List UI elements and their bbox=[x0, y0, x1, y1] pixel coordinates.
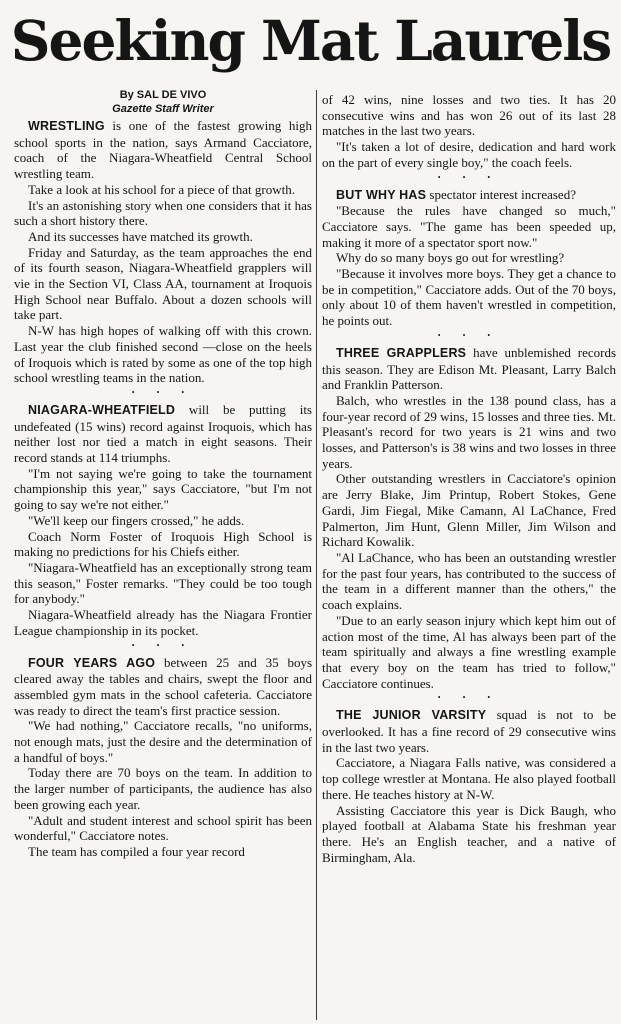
article-paragraph bbox=[322, 250, 616, 266]
section-break-stars: • • • bbox=[437, 330, 501, 340]
article-paragraph bbox=[322, 707, 616, 755]
paragraph-text: Coach Norm Foster of Iroquois High School is making no predictions for his Chiefs either. bbox=[14, 528, 312, 560]
paragraph-text: squad is not to be overlooked. It has a fine record of 29 consecutive wins in the last two years. bbox=[322, 707, 616, 755]
article-paragraph bbox=[14, 655, 312, 719]
paragraph-text: Other outstanding wrestlers in Cacciatore's opinion are Jerry Blake, Jim Printup, Robert Stokes, Gene Gardi, Jim Fiegal, Mike Camann, Al LaChance, Fred Palmerton, Jim Hunt, Glenn Miller, Jim Wilson and Richard Kowalik. bbox=[322, 471, 616, 550]
paragraph-text: It's an astonishing story when one considers that it has such a short history there. bbox=[14, 197, 312, 229]
article-paragraph bbox=[14, 402, 312, 466]
paragraph-text: The team has compiled a four year record bbox=[28, 843, 245, 859]
article-paragraph bbox=[14, 245, 312, 324]
section-lead-in: THREE GRAPPLERS bbox=[336, 345, 467, 360]
article-paragraph bbox=[322, 187, 616, 204]
paragraph-text: "Because it involves more boys. They get a chance to be in competition," Cacciatore adds. Out of the 70 boys, only about 10 of them haven't wrestled in competition, he points out. bbox=[322, 266, 616, 329]
article-paragraph bbox=[14, 607, 312, 638]
section-break-stars: • • • bbox=[131, 387, 195, 397]
article-paragraph bbox=[322, 755, 616, 802]
paragraph-text: have unblemished records this season. They are Edison Mt. Pleasant, Larry Balch and Franklin Patterson. bbox=[322, 344, 616, 393]
paragraph-text: spectator interest increased? bbox=[426, 186, 576, 202]
paragraph-text: Why do so many boys go out for wrestling? bbox=[336, 250, 565, 266]
paragraph-text: "Due to an early season injury which kept him out of action most of the time, Al has always been part of the team spiritually and always a fine wrestling example that every boy on the team has tried to follow," Cacciatore continues. bbox=[322, 612, 616, 691]
paragraph-text: Balch, who wrestles in the 138 pound class, has a four-year record of 29 wins, 15 losses and three ties. Mt. Pleasant's record for two years is 21 wins and two losses, and Patterson's is 38 wins and two losses in three years. bbox=[322, 392, 616, 471]
paragraph-text: is one of the fastest growing high school sports in the nation, says Armand Cacciatore, coach of the Niagara-Wheatfield Central School wrestling team. bbox=[14, 118, 312, 182]
article-paragraph bbox=[14, 466, 312, 513]
paragraph-text: Today there are 70 boys on the team. In addition to the larger number of participants, the audience has also been growing each year. bbox=[14, 765, 312, 812]
article-paragraph bbox=[322, 613, 616, 692]
paragraph-text: "Adult and student interest and school spirit has been wonderful," Cacciatore notes. bbox=[14, 812, 312, 844]
article-paragraph bbox=[14, 529, 312, 560]
right-column bbox=[322, 92, 616, 865]
article-paragraph bbox=[14, 118, 312, 182]
section-break-stars: • • • bbox=[437, 172, 501, 182]
article-paragraph bbox=[14, 513, 312, 529]
paragraph-text: between 25 and 35 boys cleared away the tables and chairs, swept the floor and assembled gym mats in the school cafeteria. Cacciatore was ready to direct the team's first practice session. bbox=[14, 654, 313, 718]
section-lead-in: FOUR YEARS AGO bbox=[28, 655, 156, 670]
section-break-stars: • • • bbox=[437, 693, 501, 703]
article-paragraph bbox=[322, 92, 616, 139]
paragraph-text: Niagara-Wheatfield already has the Niagara Frontier League championship in its pocket. bbox=[14, 607, 312, 638]
article-paragraph bbox=[322, 345, 616, 393]
paragraph-text: "Niagara-Wheatfield has an exceptionally strong team this season," Foster remarks. "They could be too tough for anybody." bbox=[14, 559, 312, 607]
paragraph-text: N-W has high hopes of walking off with this crown. Last year the club finished second —close on the heels of Iroquois which is rated by some as one of the top high school wrestling teams in the nation. bbox=[14, 323, 312, 386]
paragraph-text: Friday and Saturday, as the team approaches the end of its fourth season, Niagara-Wheatfield grapplers will vie in the Section VI, Class AA, tournament at Iroquois High School near Buffalo. About a dozen schools will take part. bbox=[14, 244, 312, 323]
article-paragraph bbox=[322, 550, 616, 613]
article-paragraph bbox=[322, 803, 616, 866]
article-paragraph bbox=[14, 182, 312, 198]
article-paragraph bbox=[14, 323, 312, 386]
article-paragraph bbox=[14, 765, 312, 812]
section-lead-in: THE JUNIOR VARSITY bbox=[336, 708, 487, 723]
article-paragraph bbox=[14, 560, 312, 607]
paragraph-text: "We'll keep our fingers crossed," he adds. bbox=[28, 512, 245, 528]
column-divider bbox=[316, 90, 317, 1020]
paragraph-text: will be putting its undefeated (15 wins) record against Iroquois, which has neither lost nor tied a match in eight seasons. Their record stands at 114 triumphs. bbox=[14, 401, 312, 466]
article-paragraph bbox=[322, 139, 616, 170]
section-break-stars: • • • bbox=[131, 640, 195, 650]
paragraph-text: "It's taken a lot of desire, dedication and hard work on the part of every single boy," the coach feels. bbox=[322, 139, 616, 170]
article-paragraph bbox=[322, 393, 616, 472]
left-column-body bbox=[14, 118, 312, 860]
article-paragraph bbox=[14, 813, 312, 844]
paragraph-text: "Al LaChance, who has been an outstanding wrestler for the past four years, has contributed to the success of the team in a different manner than the others," the coach explains. bbox=[322, 549, 616, 613]
left-column bbox=[14, 88, 312, 860]
article-paragraph bbox=[322, 266, 616, 329]
staff-writer-credit: Gazette Staff Writer bbox=[112, 103, 214, 115]
paragraph-text: "I'm not saying we're going to take the tournament championship this year," says Cacciatore, "but I'm not going to say we're not either." bbox=[14, 465, 312, 513]
paragraph-text: "We had nothing," Cacciatore recalls, "no uniforms, not enough mats, just the desire and the determination of a handful of boys." bbox=[14, 718, 312, 765]
section-lead-in: NIAGARA-WHEATFIELD bbox=[28, 402, 176, 417]
paragraph-text: Cacciatore, a Niagara Falls native, was considered a top college wrestler at Montana. He also played football there. He teaches history at N-W. bbox=[322, 755, 616, 802]
right-column-body bbox=[322, 92, 616, 865]
paragraph-text: Take a look at his school for a piece of that growth. bbox=[28, 181, 295, 197]
article-paragraph bbox=[14, 198, 312, 229]
article-paragraph bbox=[14, 229, 312, 245]
article-paragraph bbox=[322, 203, 616, 250]
paragraph-text: "Because the rules have changed so much," Cacciatore says. "The game has been speeded up, making it more of a spectator sport now." bbox=[322, 203, 616, 250]
headline: Seeking Mat Laurels bbox=[10, 8, 611, 73]
byline: By SAL DE VIVO bbox=[119, 89, 207, 101]
article-paragraph bbox=[322, 471, 616, 550]
section-lead-in: WRESTLING bbox=[28, 119, 105, 133]
section-lead-in: BUT WHY HAS bbox=[336, 187, 427, 202]
paragraph-text: Assisting Cacciatore this year is Dick Baugh, who played football at Alabama State his freshman year there. He's an English teacher, and a native of Birmingham, Ala. bbox=[322, 802, 616, 865]
article-paragraph bbox=[14, 844, 312, 860]
article-paragraph bbox=[14, 718, 312, 765]
paragraph-text: of 42 wins, nine losses and two ties. It has 20 consecutive wins and has won 26 out of its last 28 matches in the last two years. bbox=[322, 92, 616, 139]
paragraph-text: And its successes have matched its growth. bbox=[28, 228, 253, 244]
